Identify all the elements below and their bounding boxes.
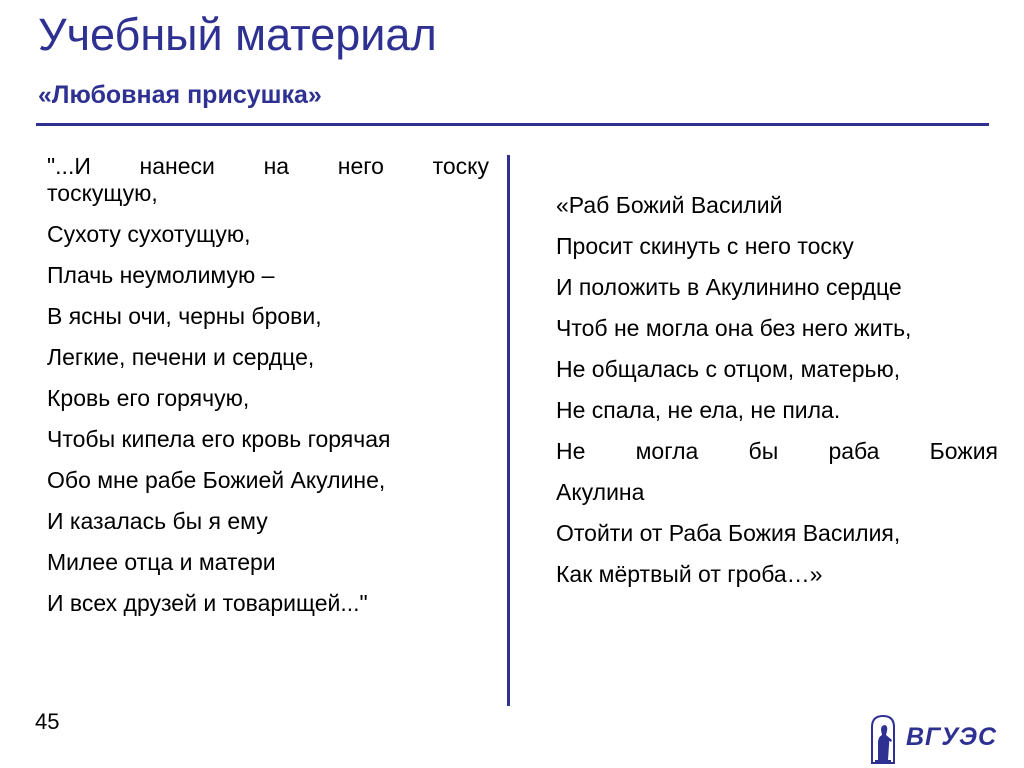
right-text-column [556,192,998,602]
right-line: И положить в Акулинино сердце [556,274,902,300]
right-line: Просит скинуть с него тоску [556,233,854,259]
university-logo [866,713,998,765]
left-line: Кровь его горячую, [47,385,250,411]
left-line: В ясны очи, черны брови, [47,303,322,329]
left-line: И всех друзей и товарищей..." [47,590,368,616]
page-number: 45 [35,709,60,734]
right-line: Не общалась с отцом, матерью, [556,356,901,382]
left-line: Милее отца и матери [47,549,276,575]
left-line: Чтобы кипела его кровь горячая [47,426,391,452]
logo-text: ВГУЭС [906,723,998,751]
right-line: «Раб Божий Василий [556,192,783,218]
right-line: Как мёртвый от гроба…» [556,561,823,587]
title-underline [36,123,989,126]
right-wrapped-line-cont: Акулина [556,479,645,505]
left-line: Сухоту сухотущую, [47,221,251,247]
left-line: Плачь неумолимую – [47,262,275,288]
right-wrapped-line: Не могла бы раба Божия [556,438,998,464]
left-first-line-cont: тоскущую, [47,180,158,206]
left-line: Обо мне рабе Божией Акулине, [47,467,386,493]
slide-title: Учебный материал [38,9,437,60]
right-line: Не спала, не ела, не пила. [556,397,841,423]
right-line: Отойти от Раба Божия Василия, [556,520,901,546]
left-first-line: "...И нанеси на него тоску [47,153,489,179]
left-wrapped-line [47,153,489,207]
left-line: И казалась бы я ему [47,508,268,534]
column-divider [507,155,510,706]
university-emblem-icon [866,713,900,765]
left-text-column [47,153,489,631]
slide-subtitle: «Любовная присушка» [38,81,322,109]
left-line: Легкие, печени и сердце, [47,344,315,370]
right-line: Чтоб не могла она без него жить, [556,315,912,341]
